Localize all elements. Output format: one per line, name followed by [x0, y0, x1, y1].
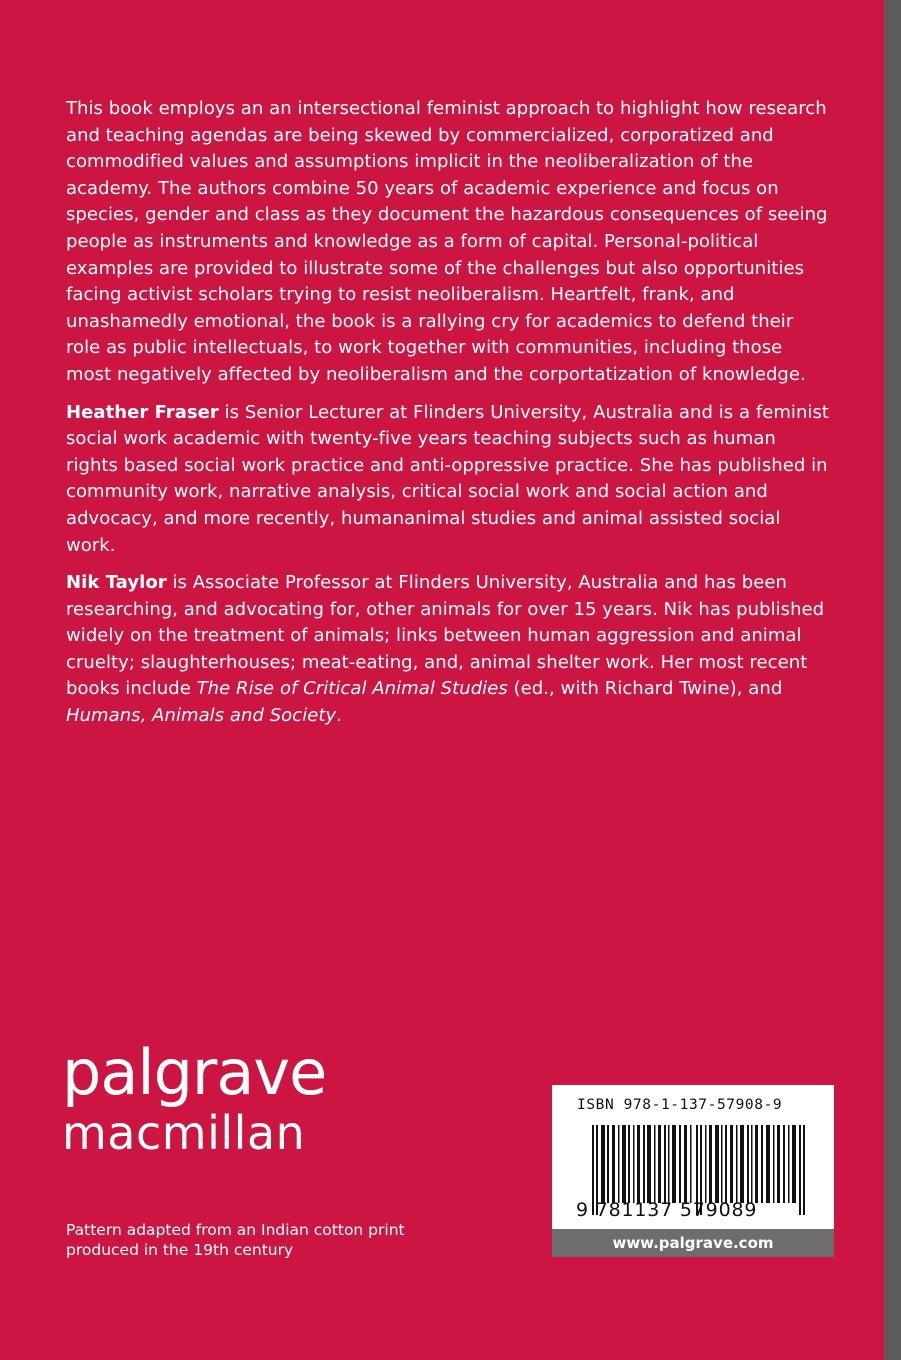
- author-name: Nik Taylor: [66, 572, 167, 594]
- back-cover-text: [66, 96, 832, 741]
- publisher-url: www.palgrave.com: [552, 1229, 834, 1257]
- author-bio-text: .: [336, 705, 342, 727]
- ean-digits: 9 781137 579089: [576, 1199, 758, 1221]
- author-bio-nik-taylor: [66, 570, 832, 730]
- author-bio-heather-fraser: [66, 400, 832, 560]
- author-bio-text: is Senior Lecturer at Flinders University, Australia and is a feminist social work academic with twenty-five years teaching subjects such as human rights based social work practice and anti-oppressive practice. She has published in community work, narrative analysis, critical social work and social action and advocacy, and more recently, humananimal studies and animal assisted social work.: [66, 401, 830, 556]
- publisher-logo-line2: macmillan: [62, 1106, 306, 1160]
- barcode-panel: [552, 1085, 834, 1257]
- publisher-logo: [62, 1036, 327, 1160]
- author-name: Heather Fraser: [66, 401, 219, 423]
- book-title: The Rise of Critical Animal Studies: [196, 678, 508, 700]
- book-title: Humans, Animals and Society: [66, 705, 337, 727]
- book-spine-edge: [884, 0, 901, 1360]
- publisher-logo-line1: palgrave: [62, 1036, 327, 1109]
- pattern-credit: Pattern adapted from an Indian cotton print produced in the 19th century: [66, 1221, 405, 1259]
- book-description: This book employs an an intersectional feminist approach to highlight how research and teaching agendas are being skewed by commercialized, corporatized and commodified values and assumptions implicit in the neoliberalization of the academy. The authors combine 50 years of academic experience and focus on species, gender and class as they document the hazardous consequences of seeing people as instruments and knowledge as a form of capital. Personal-political examples are provided to illustrate some of the challenges but also opportunities facing activist scholars trying to resist neoliberalism. Heartfelt, frank, and unashamedly emotional, the book is a rallying cry for academics to defend their role as public intellectuals, to work together with communities, including those most negatively affected by neoliberalism and the corportatization of knowledge.: [66, 98, 828, 385]
- author-bio-text: (ed., with Richard Twine), and: [507, 678, 783, 700]
- author-bio-text: is Associate Professor at Flinders University, Australia and has been researching, and advocating for, other animals for over 15 years. Nik has published widely on the treatment of animals; links between human aggression and animal cruelty; slaughterhouses; meat-eating, and, animal shelter work. Her most recent books include: [66, 572, 825, 700]
- isbn-label: ISBN 978-1-137-57908-9: [577, 1097, 783, 1113]
